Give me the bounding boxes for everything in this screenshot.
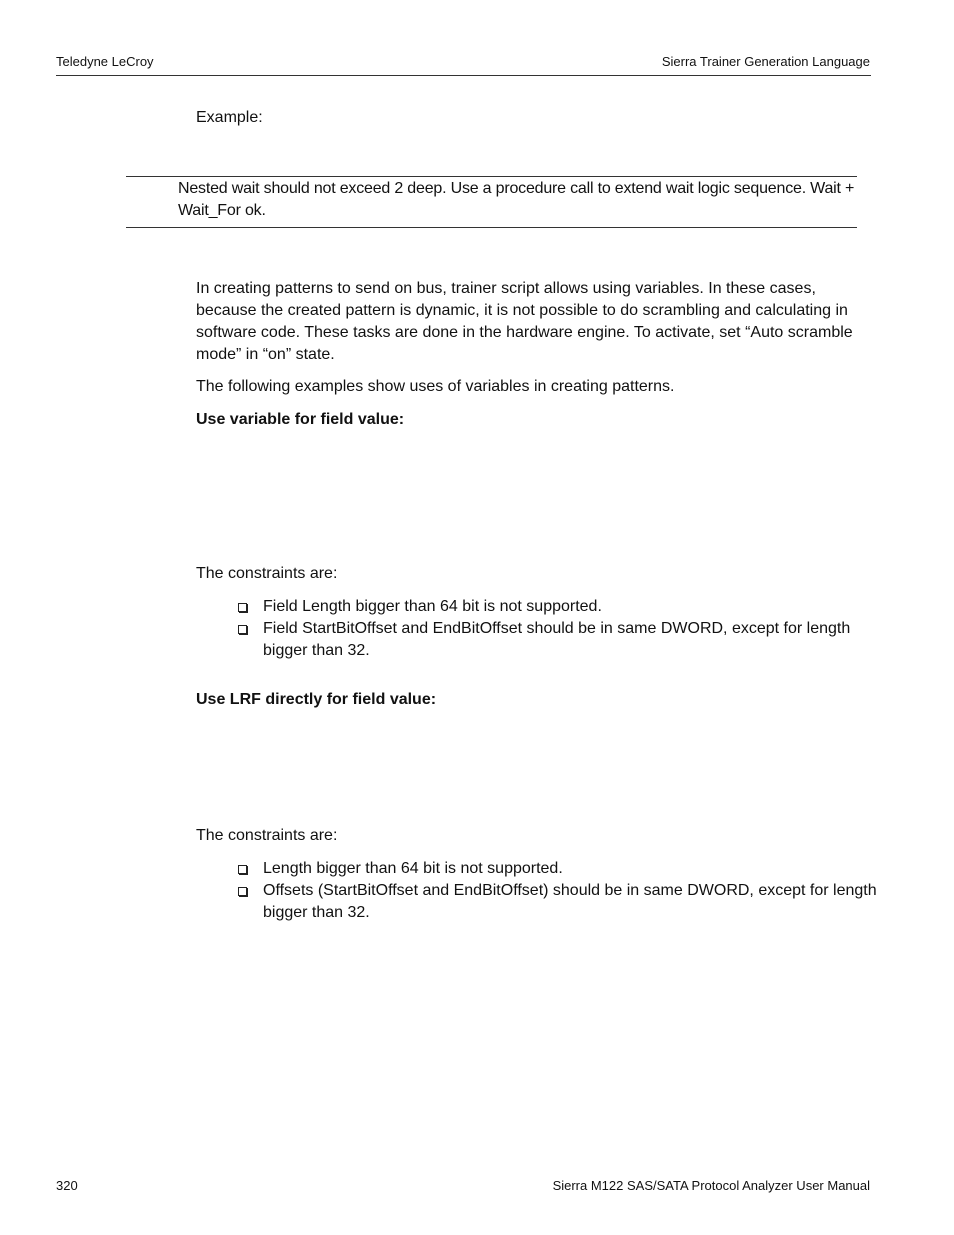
note-text: Nested wait should not exceed 2 deep. Use a procedure call to extend wait logic sequence. Wait + Wait_For ok. [178, 180, 855, 219]
list-item: Length bigger than 64 bit is not supported. [238, 858, 878, 880]
intro-paragraph: In creating patterns to send on bus, trainer script allows using variables. In these cases, because the created pattern is dynamic, it is not possible to do scrambling and calculating in software code. These tasks are done in the hardware engine. To activate, set “Auto scramble mode” in “on” state. [196, 280, 853, 363]
constraints-label: The constraints are: [196, 827, 338, 844]
page-number: 320 [56, 1178, 78, 1193]
examples-paragraph: The following examples show uses of variables in creating patterns. [196, 378, 675, 395]
constraints-list [238, 596, 878, 662]
checkbox-bullet-icon [238, 865, 247, 874]
example-label: Example: [196, 109, 263, 126]
header-company: Teledyne LeCroy [56, 54, 154, 69]
constraints-label: The constraints are: [196, 565, 338, 582]
list-item: Offsets (StartBitOffset and EndBitOffset) should be in same DWORD, except for length bigger than 32. [238, 880, 878, 924]
section-heading-lrf: Use LRF directly for field value: [196, 691, 437, 708]
section-heading-variable: Use variable for field value: [196, 411, 405, 428]
header-divider [56, 75, 871, 76]
note-bottom-rule [126, 227, 857, 228]
list-item: Field StartBitOffset and EndBitOffset should be in same DWORD, except for length bigger than 32. [238, 618, 878, 662]
list-item: Field Length bigger than 64 bit is not supported. [238, 596, 878, 618]
checkbox-bullet-icon [238, 603, 247, 612]
note-top-rule [126, 176, 857, 177]
header-section-title: Sierra Trainer Generation Language [661, 54, 870, 69]
checkbox-bullet-icon [238, 625, 247, 634]
footer-manual-title: Sierra M122 SAS/SATA Protocol Analyzer User Manual [552, 1178, 870, 1193]
constraints-list [238, 858, 878, 924]
checkbox-bullet-icon [238, 887, 247, 896]
